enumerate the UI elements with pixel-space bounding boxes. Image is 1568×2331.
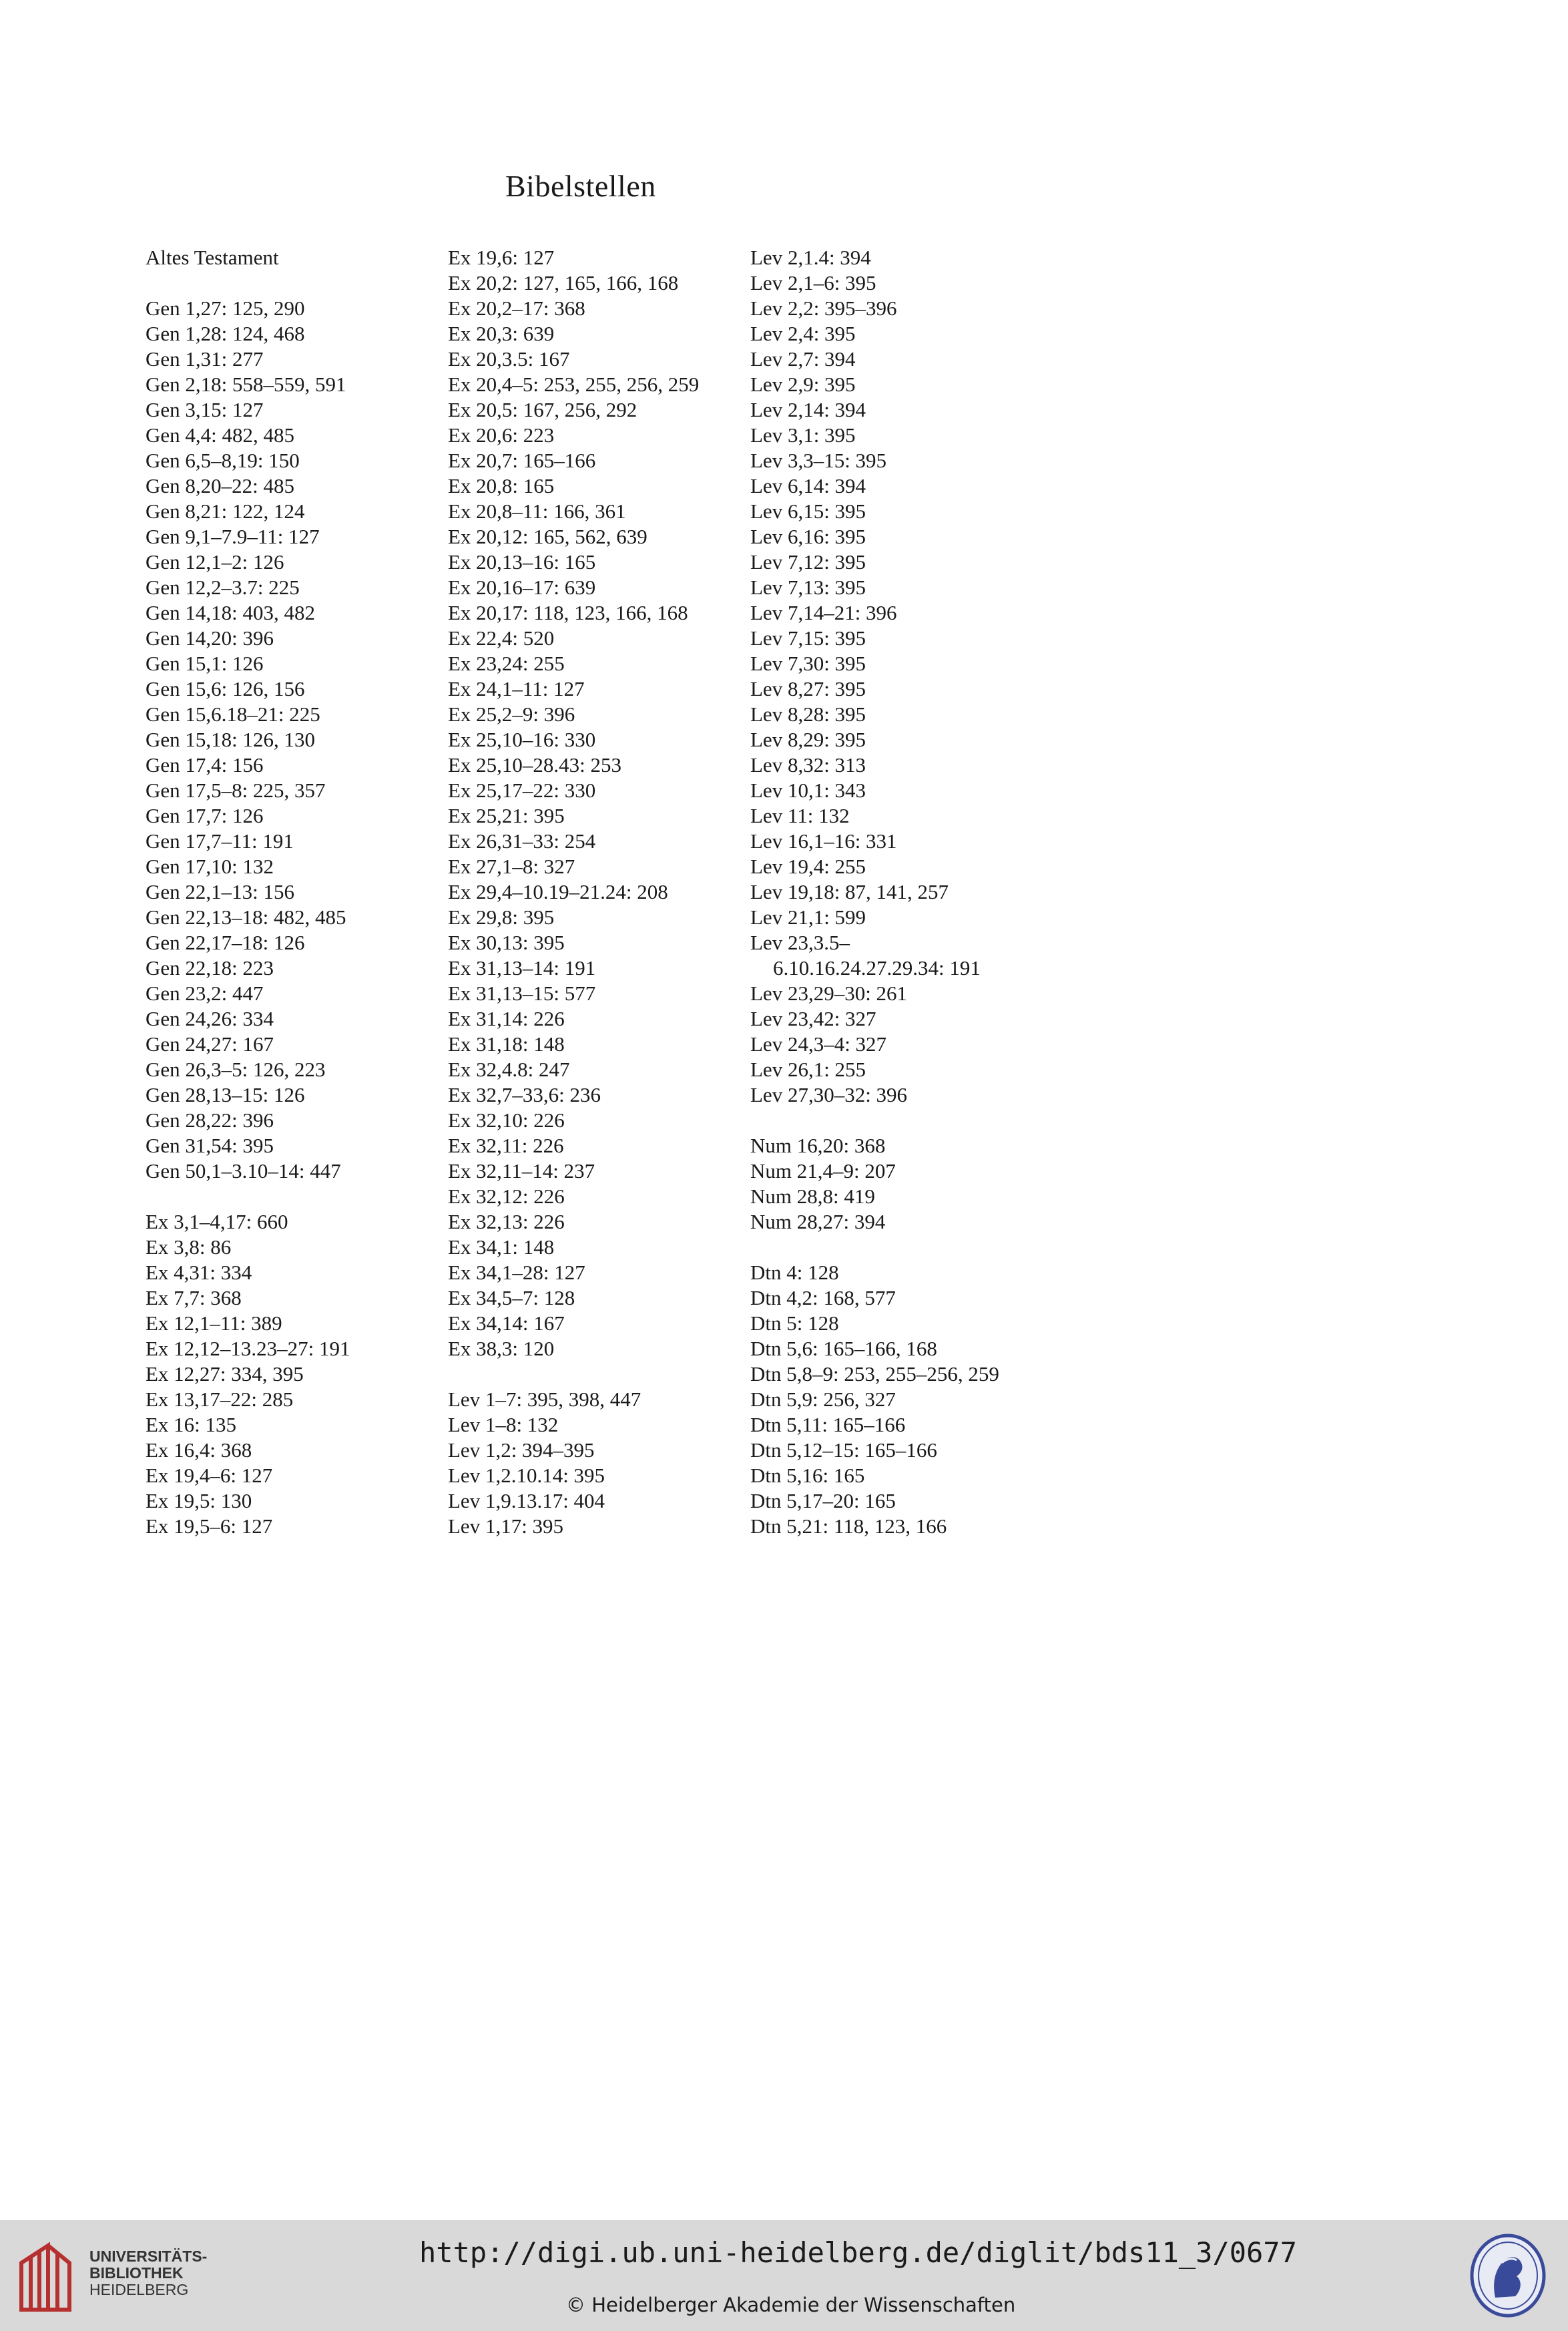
index-entry: Ex 16: 135 [146, 1413, 237, 1436]
index-entry: Num 21,4–9: 207 [750, 1159, 896, 1183]
library-name-line-2: BIBLIOTHEK [89, 2264, 184, 2282]
index-entry: Lev 1,17: 395 [448, 1514, 564, 1538]
index-entry: Ex 20,7: 165–166 [448, 449, 596, 472]
index-entry: Ex 20,13–16: 165 [448, 550, 596, 574]
index-entry: Ex 20,8: 165 [448, 474, 555, 497]
index-entry: Dtn 4: 128 [750, 1261, 839, 1284]
index-entry: Ex 20,8–11: 166, 361 [448, 499, 626, 523]
digital-copy-link[interactable]: http://digi.ub.uni-heidelberg.de/diglit/bds11_3/0677 [419, 2236, 1297, 2269]
index-entry: Lev 7,30: 395 [750, 652, 866, 675]
index-entry: Lev 2,14: 394 [750, 398, 866, 421]
index-entry: Gen 31,54: 395 [146, 1134, 274, 1157]
index-entry: Gen 4,4: 482, 485 [146, 423, 295, 447]
library-name-line-1: UNIVERSITÄTS- [89, 2248, 208, 2265]
index-entry: Ex 31,13–15: 577 [448, 982, 596, 1005]
index-entry: Lev 23,29–30: 261 [750, 982, 908, 1005]
index-entry: Dtn 5,12–15: 165–166 [750, 1438, 937, 1462]
index-entry: Lev 2,1–6: 395 [750, 271, 876, 294]
index-entry: Lev 23,3.5– [750, 931, 850, 954]
index-entry: Dtn 5,16: 165 [750, 1464, 865, 1487]
index-entry: Lev 7,15: 395 [750, 626, 866, 650]
index-entry: Ex 32,12: 226 [448, 1185, 565, 1208]
index-entry: Gen 23,2: 447 [146, 982, 264, 1005]
index-entry: Ex 25,10–28.43: 253 [448, 753, 622, 777]
index-entry: Gen 17,5–8: 225, 357 [146, 779, 326, 802]
index-entry: Ex 32,13: 226 [448, 1210, 565, 1233]
index-entry: Ex 32,11–14: 237 [448, 1159, 595, 1183]
index-entry: Lev 1–8: 132 [448, 1413, 559, 1436]
index-entry: Ex 20,3: 639 [448, 322, 555, 345]
index-entry: Ex 16,4: 368 [146, 1438, 252, 1462]
index-entry: Gen 22,13–18: 482, 485 [146, 905, 346, 929]
index-entry: Gen 28,22: 396 [146, 1108, 274, 1132]
entry-spacer [750, 1235, 1097, 1260]
index-entry: Gen 28,13–15: 126 [146, 1083, 305, 1106]
index-entry: Ex 20,6: 223 [448, 423, 555, 447]
index-entry: Gen 1,28: 124, 468 [146, 322, 305, 345]
index-entry: Ex 12,1–11: 389 [146, 1311, 282, 1335]
index-entry: Lev 6,16: 395 [750, 525, 866, 548]
index-entry: Gen 9,1–7.9–11: 127 [146, 525, 320, 548]
index-entry: Ex 27,1–8: 327 [448, 855, 575, 878]
library-name [89, 2248, 207, 2298]
index-entry: Gen 15,6.18–21: 225 [146, 702, 320, 726]
index-entry: Lev 7,14–21: 396 [750, 601, 897, 624]
index-column-2 [448, 245, 742, 1539]
index-entry: Ex 31,14: 226 [448, 1007, 565, 1030]
index-entry: Lev 19,18: 87, 141, 257 [750, 880, 949, 903]
index-entry: Lev 6,15: 395 [750, 499, 866, 523]
index-entry: Lev 2,1.4: 394 [750, 246, 871, 269]
index-entry: Lev 2,7: 394 [750, 347, 856, 371]
academy-seal-icon [1469, 2232, 1547, 2319]
index-entry: Ex 24,1–11: 127 [448, 677, 585, 700]
index-entry: Ex 3,8: 86 [146, 1235, 232, 1259]
footer-bar [0, 2220, 1568, 2331]
index-entry: Ex 25,2–9: 396 [448, 702, 575, 726]
index-entry: Ex 30,13: 395 [448, 931, 565, 954]
index-entry: Gen 6,5–8,19: 150 [146, 449, 300, 472]
index-entry: Ex 3,1–4,17: 660 [146, 1210, 288, 1233]
index-entry: Ex 38,3: 120 [448, 1337, 555, 1360]
index-entry: Ex 29,4–10.19–21.24: 208 [448, 880, 668, 903]
index-entry: Ex 19,6: 127 [448, 246, 555, 269]
library-name-line-3: HEIDELBERG [89, 2281, 189, 2298]
index-column-1 [146, 245, 439, 1539]
index-entry: Num 16,20: 368 [750, 1134, 886, 1157]
index-entry: Dtn 5: 128 [750, 1311, 839, 1335]
index-entry: Gen 22,1–13: 156 [146, 880, 295, 903]
index-entry: Ex 32,11: 226 [448, 1134, 564, 1157]
index-entry: Lev 3,3–15: 395 [750, 449, 887, 472]
index-entry: Lev 16,1–16: 331 [750, 829, 897, 853]
index-entry: Gen 26,3–5: 126, 223 [146, 1058, 326, 1081]
index-entry: Gen 3,15: 127 [146, 398, 264, 421]
index-entry: Dtn 5,17–20: 165 [750, 1489, 896, 1512]
index-entry: Lev 1,2: 394–395 [448, 1438, 595, 1462]
index-entry: Lev 8,29: 395 [750, 728, 866, 751]
index-entry: Ex 20,3.5: 167 [448, 347, 570, 371]
index-entry: Gen 1,27: 125, 290 [146, 296, 305, 320]
index-entry: Lev 7,12: 395 [750, 550, 866, 574]
index-entry: Ex 34,1–28: 127 [448, 1261, 585, 1284]
index-entry: Dtn 5,11: 165–166 [750, 1413, 906, 1436]
index-entry: Ex 23,24: 255 [448, 652, 565, 675]
index-entry: Ex 20,16–17: 639 [448, 576, 596, 599]
index-entry: Gen 17,7–11: 191 [146, 829, 294, 853]
index-entry: Gen 17,10: 132 [146, 855, 274, 878]
index-entry: Ex 20,4–5: 253, 255, 256, 259 [448, 373, 700, 396]
index-entry: Lev 27,30–32: 396 [750, 1083, 908, 1106]
index-entry: Gen 15,6: 126, 156 [146, 677, 305, 700]
index-entry: Gen 1,31: 277 [146, 347, 264, 371]
index-entry: Gen 15,1: 126 [146, 652, 264, 675]
index-entry: Gen 15,18: 126, 130 [146, 728, 316, 751]
index-entry: Gen 24,27: 167 [146, 1032, 274, 1056]
index-entry: Ex 31,13–14: 191 [448, 956, 596, 980]
index-entry: Ex 4,31: 334 [146, 1261, 252, 1284]
index-entry: Gen 17,4: 156 [146, 753, 264, 777]
index-entry: Lev 10,1: 343 [750, 779, 866, 802]
entry-spacer [448, 1361, 742, 1387]
index-entry: Ex 20,12: 165, 562, 639 [448, 525, 647, 548]
index-entry: Lev 19,4: 255 [750, 855, 866, 878]
index-entry: Ex 34,1: 148 [448, 1235, 555, 1259]
index-entry: Gen 12,2–3.7: 225 [146, 576, 300, 599]
library-logo-icon [16, 2236, 83, 2316]
index-entry: Ex 25,10–16: 330 [448, 728, 596, 751]
index-entry: Ex 19,4–6: 127 [146, 1464, 273, 1487]
index-entry: Gen 14,18: 403, 482 [146, 601, 316, 624]
index-entry: Lev 6,14: 394 [750, 474, 866, 497]
index-entry: Ex 29,8: 395 [448, 905, 555, 929]
copyright-notice: © Heidelberger Akademie der Wissenschaften [566, 2294, 1016, 2316]
index-entry: Ex 32,7–33,6: 236 [448, 1083, 601, 1106]
index-entry: Dtn 5,8–9: 253, 255–256, 259 [750, 1362, 999, 1386]
index-entry: Lev 8,27: 395 [750, 677, 866, 700]
index-entry: Gen 22,17–18: 126 [146, 931, 305, 954]
index-entry: Ex 19,5: 130 [146, 1489, 252, 1512]
index-entry: Lev 8,28: 395 [750, 702, 866, 726]
page-title: Bibelstellen [505, 169, 656, 203]
index-entry: Gen 12,1–2: 126 [146, 550, 284, 574]
index-entry: Ex 34,14: 167 [448, 1311, 565, 1335]
index-entry: Ex 22,4: 520 [448, 626, 555, 650]
index-entry: Dtn 5,21: 118, 123, 166 [750, 1514, 947, 1538]
index-entry: Gen 17,7: 126 [146, 804, 264, 827]
index-entry: Lev 23,42: 327 [750, 1007, 876, 1030]
index-entry: Gen 50,1–3.10–14: 447 [146, 1159, 341, 1183]
index-entry: Ex 20,5: 167, 256, 292 [448, 398, 637, 421]
index-entry: Num 28,27: 394 [750, 1210, 886, 1233]
index-entry: Lev 3,1: 395 [750, 423, 856, 447]
index-entry: Gen 14,20: 396 [146, 626, 274, 650]
index-entry: Lev 2,2: 395–396 [750, 296, 897, 320]
index-entry: Ex 20,17: 118, 123, 166, 168 [448, 601, 688, 624]
index-entry: Gen 8,21: 122, 124 [146, 499, 305, 523]
index-entry: Lev 2,9: 395 [750, 373, 856, 396]
index-column-3 [750, 245, 1097, 1539]
index-entry: Ex 25,17–22: 330 [448, 779, 596, 802]
index-entry: Gen 24,26: 334 [146, 1007, 274, 1030]
index-entry: Lev 11: 132 [750, 804, 850, 827]
index-entry: Ex 32,4.8: 247 [448, 1058, 570, 1081]
index-entry: Lev 21,1: 599 [750, 905, 866, 929]
index-entry: Ex 34,5–7: 128 [448, 1286, 575, 1309]
index-entry: Ex 19,5–6: 127 [146, 1514, 273, 1538]
index-entry: Lev 8,32: 313 [750, 753, 866, 777]
entry-spacer [146, 270, 439, 296]
index-entry: Ex 25,21: 395 [448, 804, 565, 827]
index-entry: Num 28,8: 419 [750, 1185, 875, 1208]
index-entry: Ex 20,2: 127, 165, 166, 168 [448, 271, 679, 294]
index-entry: Dtn 4,2: 168, 577 [750, 1286, 896, 1309]
section-heading: Altes Testament [146, 246, 279, 269]
index-entry: Lev 2,4: 395 [750, 322, 856, 345]
index-entry: Gen 2,18: 558–559, 591 [146, 373, 346, 396]
entry-spacer [750, 1108, 1097, 1133]
index-entry: Ex 20,2–17: 368 [448, 296, 585, 320]
index-entry: Ex 12,27: 334, 395 [146, 1362, 304, 1386]
index-entry: Dtn 5,9: 256, 327 [750, 1388, 896, 1411]
index-entry: Ex 26,31–33: 254 [448, 829, 596, 853]
index-entry: Ex 7,7: 368 [146, 1286, 242, 1309]
index-entry: Dtn 5,6: 165–166, 168 [750, 1337, 937, 1360]
index-entry: Lev 1,2.10.14: 395 [448, 1464, 605, 1487]
index-entry: Gen 22,18: 223 [146, 956, 274, 980]
index-entry: Lev 1–7: 395, 398, 447 [448, 1388, 641, 1411]
index-entry: Ex 13,17–22: 285 [146, 1388, 294, 1411]
index-entry: Ex 31,18: 148 [448, 1032, 565, 1056]
index-entry: Lev 26,1: 255 [750, 1058, 866, 1081]
index-entry: Lev 24,3–4: 327 [750, 1032, 887, 1056]
entry-spacer [146, 1184, 439, 1209]
index-entry: Gen 8,20–22: 485 [146, 474, 295, 497]
index-entry: Ex 32,10: 226 [448, 1108, 565, 1132]
index-entry: Lev 7,13: 395 [750, 576, 866, 599]
index-entry: 6.10.16.24.27.29.34: 191 [773, 956, 981, 980]
index-entry: Ex 12,12–13.23–27: 191 [146, 1337, 350, 1360]
index-entry: Lev 1,9.13.17: 404 [448, 1489, 605, 1512]
